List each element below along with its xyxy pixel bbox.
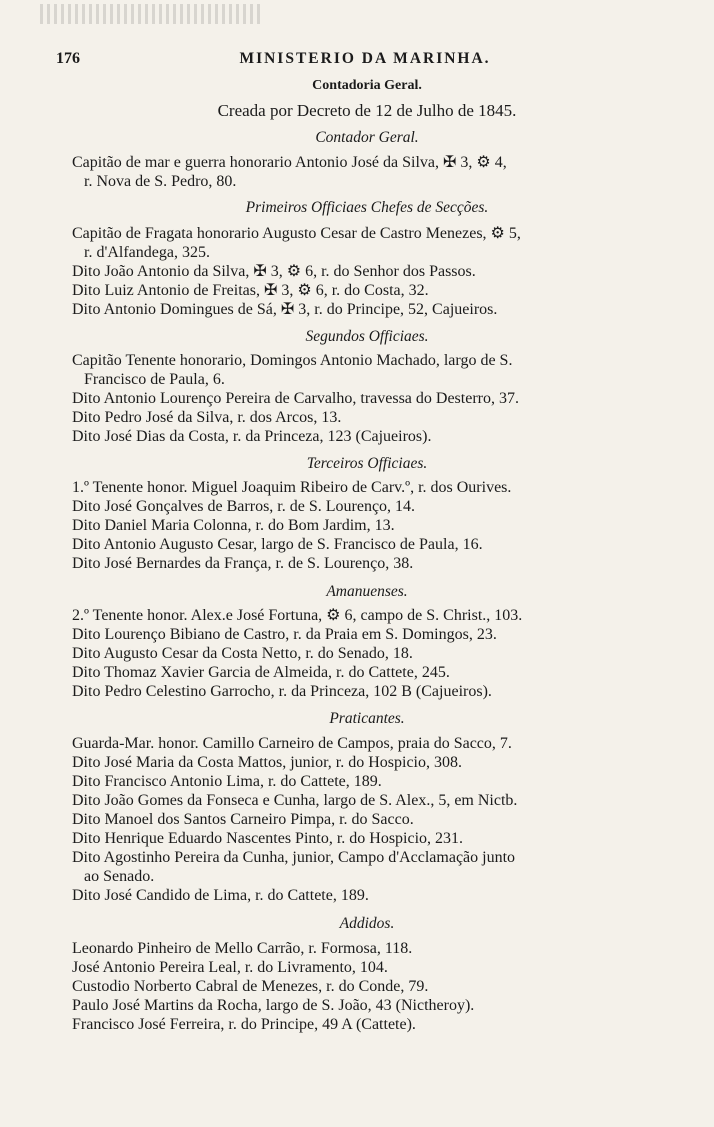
entry-line: Dito Pedro José da Silva, r. dos Arcos, 13. [72,409,342,426]
section-title: Primeiros Officiaes Chefes de Secções. [245,199,489,216]
entry-line: Dito Antonio Lourenço Pereira de Carvalho, travessa do Desterro, 37. [72,390,519,407]
entry-line: Dito Daniel Maria Colonna, r. do Bom Jardim, 13. [72,517,395,534]
entry-line: Francisco José Ferreira, r. do Principe, 49 A (Cattete). [72,1016,416,1033]
entry-line: 1.º Tenente honor. Miguel Joaquim Ribeiro de Carv.º, r. dos Ourives. [72,479,512,496]
entry-line: Custodio Norberto Cabral de Menezes, r. do Conde, 79. [72,978,429,995]
section-title: Praticantes. [329,710,405,727]
entry-line: r. d'Alfandega, 325. [84,244,210,261]
section-title: Segundos Officiaes. [305,328,429,345]
subheading: Contadoria Geral. [312,78,422,93]
entry-line: Dito Antonio Domingues de Sá, ✠ 3, r. do Principe, 52, Cajueiros. [72,301,498,318]
section-title: Addidos. [339,915,395,932]
entry-line: Dito Antonio Augusto Cesar, largo de S. Francisco de Paula, 16. [72,536,483,553]
ink-smudge [40,4,260,24]
entry-line: José Antonio Pereira Leal, r. do Livramento, 104. [72,959,388,976]
entry-line: Dito João Gomes da Fonseca e Cunha, largo de S. Alex., 5, em Nictb. [72,792,518,809]
entry-line: r. Nova de S. Pedro, 80. [84,173,237,190]
page-header [56,50,674,72]
entry-line: Dito Francisco Antonio Lima, r. do Cattete, 189. [72,773,382,790]
decree-line: Creada por Decreto de 12 de Julho de 1845. [217,101,517,120]
entry-line: ao Senado. [84,868,155,885]
section-title: Terceiros Officiaes. [306,455,428,472]
entry-line: Dito José Candido de Lima, r. do Cattete, 189. [72,887,369,904]
entry-line: Capitão de Fragata honorario Augusto Cesar de Castro Menezes, ⚙ 5, [72,225,521,242]
entry-line: Dito Manoel dos Santos Carneiro Pimpa, r. do Sacco. [72,811,414,828]
entry-line: Dito Luiz Antonio de Freitas, ✠ 3, ⚙ 6, r. do Costa, 32. [72,282,429,299]
entry-line: Francisco de Paula, 6. [84,371,225,388]
entry-line: Dito Thomaz Xavier Garcia de Almeida, r. do Cattete, 245. [72,664,450,681]
entry-line: Capitão de mar e guerra honorario Antonio José da Silva, ✠ 3, ⚙ 4, [72,154,507,171]
entry-line: Dito José Gonçalves de Barros, r. de S. Lourenço, 14. [72,498,416,515]
entry-line: Dito José Dias da Costa, r. da Princeza, 123 (Cajueiros). [72,428,432,445]
section-title: Amanuenses. [326,583,408,600]
entry-line: Leonardo Pinheiro de Mello Carrão, r. Formosa, 118. [72,940,413,957]
section-title: Contador Geral. [315,129,419,146]
entry-line: Dito Henrique Eduardo Nascentes Pinto, r. do Hospicio, 231. [72,830,464,847]
entry-line: Dito José Bernardes da França, r. de S. Lourenço, 38. [72,555,414,572]
entry-line: Dito Augusto Cesar da Costa Netto, r. do Senado, 18. [72,645,413,662]
entry-line: Dito Pedro Celestino Garrocho, r. da Princeza, 102 B (Cajueiros). [72,683,492,700]
running-head: MINISTERIO DA MARINHA. [239,50,491,67]
entry-line: Dito Lourenço Bibiano de Castro, r. da Praia em S. Domingos, 23. [72,626,497,643]
entry-line: Dito Agostinho Pereira da Cunha, junior, Campo d'Acclamação junto [72,849,516,866]
entry-line: Dito José Maria da Costa Mattos, junior, r. do Hospicio, 308. [72,754,462,771]
entry-line: Guarda-Mar. honor. Camillo Carneiro de Campos, praia do Sacco, 7. [72,735,512,752]
entry-line: 2.º Tenente honor. Alex.e José Fortuna, ⚙ 6, campo de S. Christ., 103. [72,607,523,624]
entry-line: Dito João Antonio da Silva, ✠ 3, ⚙ 6, r. do Senhor dos Passos. [72,263,476,280]
page-number: 176 [56,50,80,67]
entry-line: Paulo José Martins da Rocha, largo de S. João, 43 (Nictheroy). [72,997,475,1014]
entry-line: Capitão Tenente honorario, Domingos Antonio Machado, largo de S. [72,352,513,369]
